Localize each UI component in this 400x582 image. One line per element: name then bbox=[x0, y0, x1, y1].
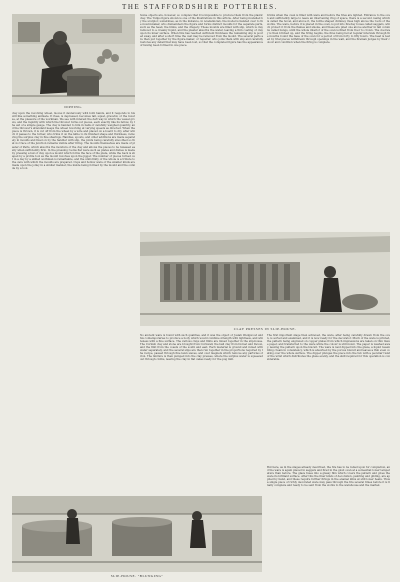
slip-house-illustration bbox=[12, 496, 262, 572]
clay-presses-illustration bbox=[140, 232, 390, 326]
slip-house-engraving bbox=[12, 496, 262, 572]
dipping-illustration bbox=[12, 14, 135, 104]
clay-presses-caption: CLAY PRESSES IN SLIP-HOUSE. bbox=[233, 327, 297, 331]
right-column-text-bottom: But here, as in the stages already described, the fire has to be relied upon for completion, and the ware is again placed in saggars and fired in the glost oven at a somewhat lower temperature than before. The glaze fuses into a glassy film which covers the pattern and gives the ware its brilliant surface. After this the finer kinds of decoration, painting and gilding, are applied by hand, and these require further firings in the enamel kilns at still lower heats. Thus a single piece of richly decorated ware may pass through the fire several times before it is finally complete and ready to be sent from the works to the warehouse and the market. bbox=[267, 466, 390, 488]
page-header: THE STAFFORDSHIRE POTTERIES. bbox=[121, 3, 279, 11]
right-column-text-middle: The first important stage then achieved, the ware, after being carefully drawn from the oven, is sorted and examined, and it is now ready for the decorator. Much of the ware is printed, the pattern being engraved on copper plates from which impressions are taken on thin tissue paper, and transferred to the ware while the colour is still moist. The paper is washed away, leaving the pattern upon the biscuit. The ware is next dipped into the glaze, a liquid resembling cream in consistency, which is absorbed by the porous biscuit and leaves a thin even coating over the whole surface. The dipper plunges the piece into the tub with a peculiar twist of the wrist which distributes the glaze evenly, and the skill required for this operation is considerable. bbox=[267, 334, 390, 362]
left-column-text-top: clay upon the revolving wheel, moves it dexterously with both hands, and it responds to his will like something animate. It rises, is depressed, becomes tall, squat, graceful, or the reverse, at the pleasure of the workman. We see with interest the deft way in which the vessel grows, and the rapidity with which the thrower turns out pieces, each exactly like its fellow, by the aid of a simple gauge. The clay is handed to him in balls of carefully weighed quantity, and the thrower's attendant keeps the wheel revolving at varying speeds as directed. When the piece is thrown, it is cut off from the wheel by a wire and placed on a board to dry, after which it passes to the turner, who trims it on the lathe to its finished shape and thickness, removing the surplus clay in fine shavings. Handles, spouts, and other additions are made separately in moulds and fixed on by the handler with slip, the joints being carefully smoothed so that no trace of the junction remains visible after firing. The moulds themselves are made of plaster of Paris, which absorbs the moisture of the clay and allows the pieces to be released easily when sufficiently firm. In the pressing rooms flat ware such as plates and dishes is made by pressing a bat of clay upon a mould which forms the face of the plate, while the back is shaped by a profile tool as the mould revolves upon the jigger. The number of pieces turned out in a day by a skilled workman is remarkable, and the uniformity of the whole is a tribute to the care with which the moulds are prepared. Cups and hollow ware of the smaller kinds are made upon the jolley in a similar manner, the inside being formed by the mould and the outside by a tool. bbox=[12, 112, 135, 170]
dipping-engraving bbox=[12, 14, 135, 104]
slip-house-caption: SLIP-HOUSE. "BLUNGING" bbox=[110, 574, 164, 578]
dipping-caption: DIPPING. bbox=[64, 105, 83, 109]
right-column-text-top: bricks when the oven is filled with ware and before the fires are lighted. Entrance to the oven and sufficiently large to leave an intervening ring of space, there is a second casing which is called the hovel, and above it, the bottle shaped chimney rises high above the roofs of the works. The ware, before it is placed in the oven, is put into fireclay boxes called saggars, which protect it from the flames and smoke, and these are piled one above another in tall columns called bungs, until the whole interior of the oven is filled from floor to crown. The doorway is then bricked up, and the firing begins, the fires being fed at regular intervals through the mouths round the base of the oven for a period of from forty to fifty hours. The heat is tested by trial pieces withdrawn through openings in the wall, and the fireman judges by their colour and condition when the firing is complete. bbox=[267, 14, 390, 45]
clay-presses-engraving bbox=[140, 232, 390, 326]
mid-column-text-middle: No ancient ware is found with such qualities, and it was the object of Josiah Wedgwood and his contemporaries to produce a body which would combine strength with lightness, and whiteness with a fine surface. The various clays and flints are mixed together in the slip-house. The Cornish clay and stone are brought from Cornwall, the ball clay from Dorset and Devon, and the flint from the coasts of the south and east. Each material is ground and mixed with water separately, and the several slips are then run together in the proportions required by the recipe, passed through fine lawn sieves, and over magnets which remove any particles of iron. The mixture is then pumped into the clay presses, where the surplus water is squeezed out through cloths, leaving the clay in flat cakes ready for the pug mill. bbox=[140, 334, 263, 362]
mid-column-text-top: Some objects are, however, so complex that it is impossible to produce them from the plastic clay. The Tulips figure shown is one of the illustrations in this article. After being modelled by the sculptor, sometimes, as in the instance, in Academician, the model is handed over to the mould-maker, who dismembers the figure and forms distinct moulds for the separate parts, such as the head, the limbs, and the drapery. These moulds are filled with slip, which is clay reduced to a creamy liquid, and the plaster absorbs the water, leaving a thin coating of clay upon its inner surface. When this has reached sufficient thickness the remaining slip is poured away, and after a short time the cast may be removed from the mould. The several parts are then put together by the figure-maker, or repairer, who joins them with slip and carefully restores any detail that may have been lost, so that the completed figure has the appearance of having been formed in one piece. bbox=[140, 14, 263, 48]
